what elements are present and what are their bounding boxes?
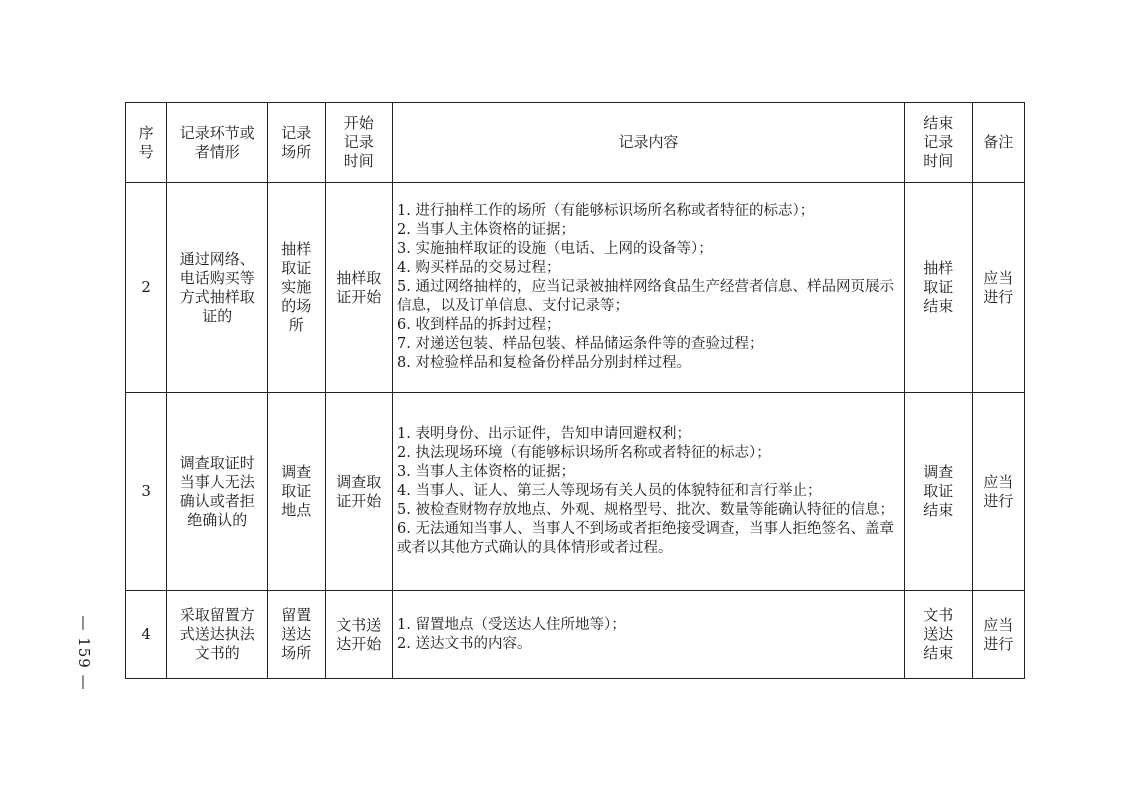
cell-start: 调查取证开始 — [325, 393, 393, 591]
cell-place: 调查取证地点 — [268, 393, 325, 591]
cell-end: 文书送达结束 — [905, 591, 973, 679]
content-line: 8. 对检验样品和复检备份样品分别封样过程。 — [397, 355, 691, 371]
header-stage: 记录环节或者情形 — [167, 103, 268, 183]
table-row — [126, 393, 1025, 591]
content-line: 2. 执法现场环境（有能够标识场所名称或者特征的标志）； — [397, 445, 771, 461]
table-header-row — [126, 103, 1025, 183]
cell-note: 应当进行 — [972, 183, 1024, 393]
content-line: 6. 无法通知当事人、当事人不到场或者拒绝接受调查，当事人拒绝签名、盖章或者以其他方式确认的具体情形或者过程。 — [397, 521, 894, 556]
header-seq: 序号 — [126, 103, 167, 183]
cell-start: 抽样取证开始 — [325, 183, 393, 393]
cell-end: 抽样取证结束 — [905, 183, 973, 393]
content-line: 5. 通过网络抽样的，应当记录被抽样网络食品生产经营者信息、样品网页展示信息，以及订单信息、支付记录等； — [397, 279, 894, 314]
content-line: 4. 当事人、证人、第三人等现场有关人员的体貌特征和言行举止； — [397, 483, 822, 499]
content-line: 6. 收到样品的拆封过程； — [397, 317, 561, 333]
content-line: 7. 对递送包装、样品包装、样品储运条件等的查验过程； — [397, 336, 764, 352]
header-start: 开始记录时间 — [325, 103, 393, 183]
table-row — [126, 591, 1025, 679]
cell-place: 留置送达场所 — [268, 591, 325, 679]
cell-content — [393, 183, 905, 393]
content-line: 5. 被检查财物存放地点、外观、规格型号、批次、数量等能确认特征的信息； — [397, 502, 894, 518]
cell-end: 调查取证结束 — [905, 393, 973, 591]
page-number: — 159 — — [75, 615, 93, 691]
cell-note: 应当进行 — [972, 591, 1024, 679]
cell-seq: 4 — [126, 591, 167, 679]
cell-stage: 采取留置方式送达执法文书的 — [167, 591, 268, 679]
cell-stage: 调查取证时当事人无法确认或者拒绝确认的 — [167, 393, 268, 591]
content-line: 1. 留置地点（受送达人住所地等）； — [397, 616, 626, 633]
content-line: 2. 当事人主体资格的证据； — [397, 222, 575, 238]
cell-seq: 2 — [126, 183, 167, 393]
cell-note: 应当进行 — [972, 393, 1024, 591]
record-table — [125, 102, 1025, 679]
cell-content — [393, 591, 905, 679]
content-line: 1. 进行抽样工作的场所（有能够标识场所名称或者特征的标志）； — [397, 203, 815, 219]
cell-stage: 通过网络、电话购买等方式抽样取证的 — [167, 183, 268, 393]
content-line: 2. 送达文书的内容。 — [397, 635, 532, 652]
header-end: 结束记录时间 — [905, 103, 973, 183]
header-note: 备注 — [972, 103, 1024, 183]
content-line: 3. 当事人主体资格的证据； — [397, 464, 575, 480]
cell-start: 文书送达开始 — [325, 591, 393, 679]
cell-seq: 3 — [126, 393, 167, 591]
table-row — [126, 183, 1025, 393]
cell-place: 抽样取证实施的场所 — [268, 183, 325, 393]
header-place: 记录场所 — [268, 103, 325, 183]
cell-content — [393, 393, 905, 591]
content-line: 3. 实施抽样取证的设施（电话、上网的设备等）； — [397, 241, 713, 257]
content-line: 1. 表明身份、出示证件，告知申请回避权利； — [397, 426, 691, 442]
content-line: 4. 购买样品的交易过程； — [397, 260, 561, 276]
header-content: 记录内容 — [393, 103, 905, 183]
